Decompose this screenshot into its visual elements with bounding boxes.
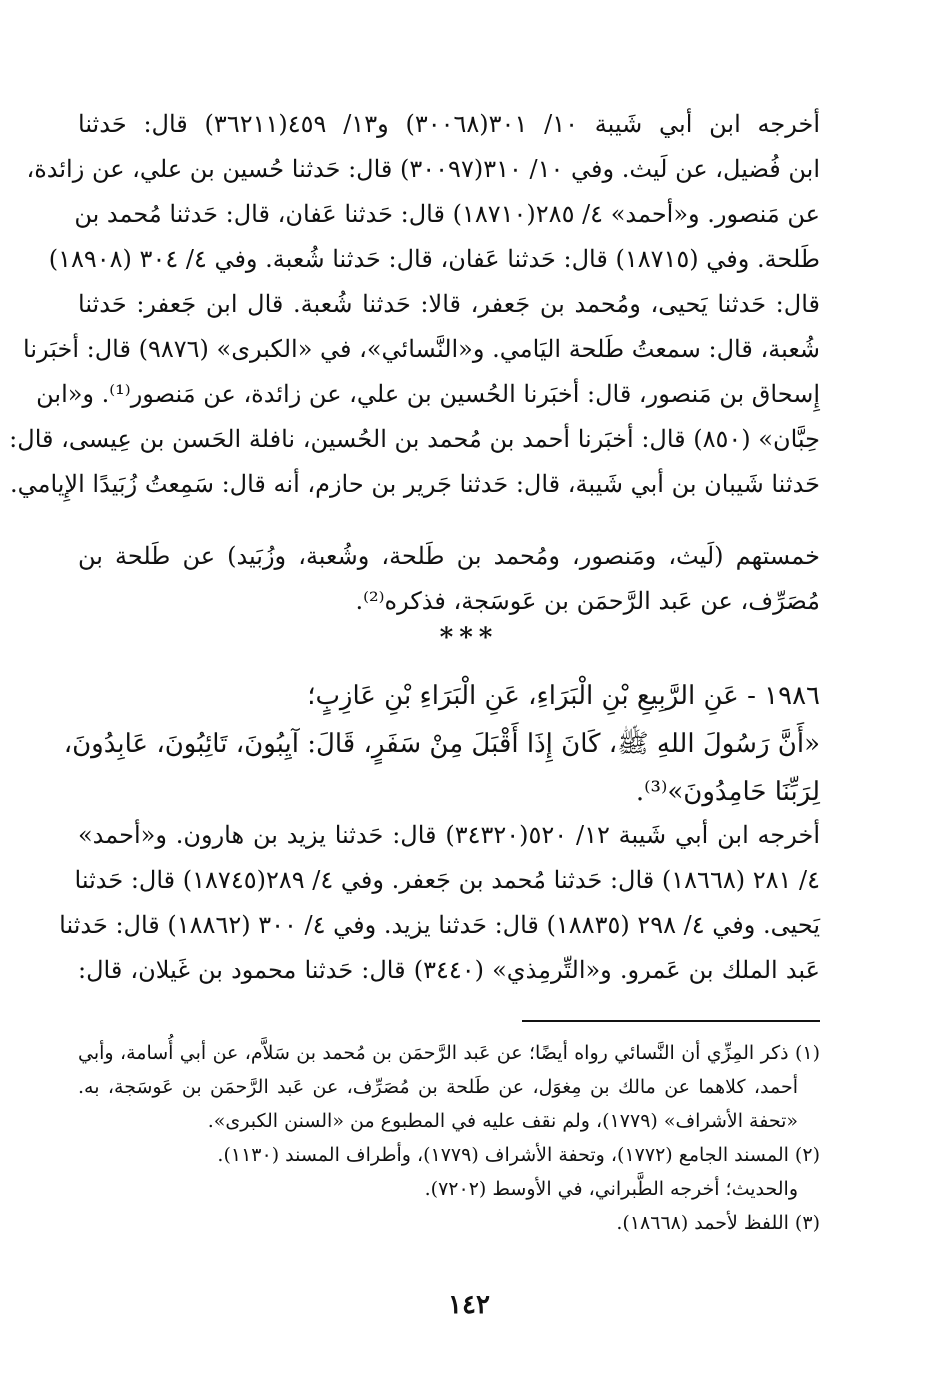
section-separator: ***: [439, 623, 499, 653]
text-line: أخرجه ابن أبي شَيبة ١٢/ ٥٢٠(٣٤٣٢٠) قال: حَدثنا يزيد بن هارون. و«أحمد»: [78, 821, 820, 849]
commentary-paragraph-2: [78, 534, 820, 624]
text-line: قال: حَدثنا يَحيى، ومُحمد بن جَعفر، قالا: حَدثنا شُعبة. قال ابن جَعفر: حَدثنا: [78, 290, 820, 318]
footnote-line: (٢) المسند الجامع (١٧٧٢)، وتحفة الأشراف (١٧٧٩)، وأطراف المسند (١١٣٠).: [217, 1144, 820, 1166]
hadith-line: لِرَبِّنَا حَامِدُونَ»⁽³⁾.: [635, 777, 820, 807]
footnote-line: والحديث؛ أخرجه الطَّبراني، في الأوسط (٧٢٠٢).: [424, 1178, 798, 1200]
footnotes: [78, 1036, 820, 1240]
hadith-line: «أَنَّ رَسُولَ اللهِ ﷺ، كَانَ إِذَا أَقْبَلَ مِنْ سَفَرٍ، قَالَ: آيِبُونَ، تَائِبُونَ، عَابِدُونَ،: [63, 729, 820, 759]
text-line: خمستهم (لَيث، ومَنصور، ومُحمد بن طَلحة، وشُعبة، وزُبَيد) عن طَلحة بن: [78, 542, 820, 570]
hadith-text: [63, 720, 820, 816]
text-line: شُعبة، قال: سمعتُ طَلحة اليَامي. و«النَّسائي»، في «الكبرى» (٩٨٧٦) قال: أخبَرنا: [23, 335, 820, 363]
text-line: أخرجه ابن أبي شَيبة ١٠/ ٣٠١(٣٠٠٦٨) و١٣/ ٤٥٩(٣٦٢١١) قال: حَدثنا: [78, 110, 820, 138]
footnote-divider: [522, 1020, 820, 1022]
text-line: إِسحاق بن مَنصور، قال: أخبَرنا الحُسين بن علي، عن زائدة، عن مَنصور⁽¹⁾. و«ابن: [36, 380, 820, 408]
text-line: حَدثنا شَيبان بن أبي شَيبة، قال: حَدثنا جَرير بن حازم، أنه قال: سَمِعتُ زُبَيدًا الإِيامي.: [9, 470, 820, 498]
text-line: مُصَرِّف، عن عَبد الرَّحمَن بن عَوسَجة، فذكره⁽²⁾.: [355, 587, 820, 615]
commentary-paragraph-3: [59, 813, 820, 993]
commentary-paragraph-1: [9, 102, 820, 507]
page-number: ١٤٢: [448, 1290, 490, 1320]
text-line: طَلحة. وفي (١٨٧١٥) قال: حَدثنا عَفان، قال: حَدثنا شُعبة. وفي ٤/ ٣٠٤ (١٨٩٠٨): [48, 245, 820, 273]
footnote-line: (١) ذكر المِزِّي أن النَّسائي رواه أيضًا؛ عن عَبد الرَّحمَن بن مُحمد بن سَلاَّم، عن أبي أُسامة، وأبي: [78, 1042, 820, 1064]
text-line: عن مَنصور. و«أحمد» ٤/ ٢٨٥(١٨٧١٠) قال: حَدثنا عَفان، قال: حَدثنا مُحمد بن: [74, 200, 820, 228]
text-line: يَحيى. وفي ٤/ ٢٩٨ (١٨٨٣٥) قال: حَدثنا يزيد. وفي ٤/ ٣٠٠ (١٨٨٦٢) قال: حَدثنا: [59, 911, 820, 939]
text-line: حِبَّان» (٨٥٠) قال: أخبَرنا أحمد بن مُحمد بن الحُسين، نافلة الحَسن بن عِيسى، قال:: [9, 425, 820, 453]
footnote-line: (٣) اللفظ لأحمد (١٨٦٦٨).: [616, 1212, 820, 1234]
text-line: عَبد الملك بن عَمرو. و«التِّرمِذي» (٣٤٤٠) قال: حَدثنا محمود بن غَيلان، قال:: [78, 956, 820, 984]
hadith-heading: [78, 672, 820, 720]
text-line: ابن فُضيل، عن لَيث. وفي ١٠/ ٣١٠(٣٠٠٩٧) قال: حَدثنا حُسين بن علي، عن زائدة،: [26, 155, 820, 183]
text-line: ٤/ ٢٨١ (١٨٦٦٨) قال: حَدثنا مُحمد بن جَعفر. وفي ٤/ ٢٨٩(١٨٧٤٥) قال: حَدثنا: [74, 866, 820, 894]
footnote-line: «تحفة الأشراف» (١٧٧٩)، ولم نقف عليه في المطبوع من «السنن الكبرى».: [207, 1110, 798, 1132]
hadith-number-and-chain: ١٩٨٦ - عَنِ الرَّبِيعِ بْنِ الْبَرَاءِ، عَنِ الْبَرَاءِ بْنِ عَازِبٍ؛: [307, 681, 820, 711]
footnote-line: أحمد، كلاهما عن مالك بن مِغوَل، عن طَلحة بن مُصَرِّف، عن عَبد الرَّحمَن بن عَوسَجة، به.: [78, 1076, 798, 1098]
